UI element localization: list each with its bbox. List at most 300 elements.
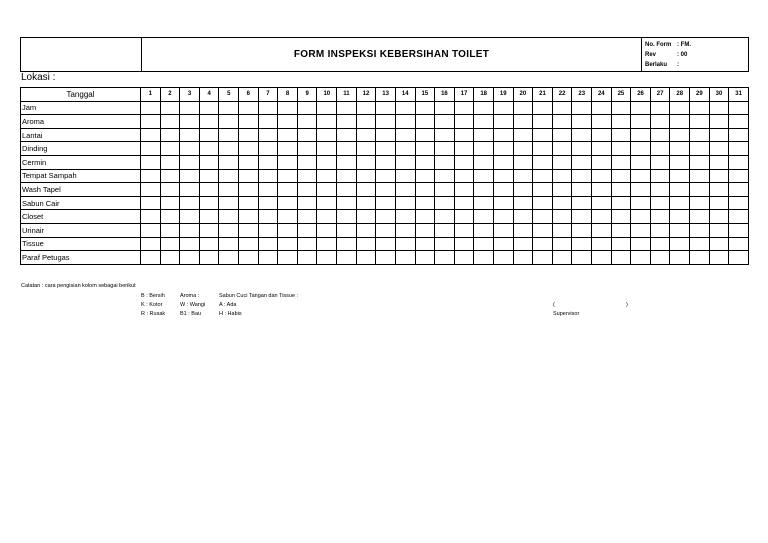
entry-cell[interactable] xyxy=(650,196,670,210)
entry-cell[interactable] xyxy=(650,142,670,156)
entry-cell[interactable] xyxy=(513,196,533,210)
entry-cell[interactable] xyxy=(317,183,337,197)
entry-cell[interactable] xyxy=(258,115,278,129)
entry-cell[interactable] xyxy=(415,237,435,251)
entry-cell[interactable] xyxy=(690,128,710,142)
entry-cell[interactable] xyxy=(239,142,259,156)
entry-cell[interactable] xyxy=(258,237,278,251)
entry-cell[interactable] xyxy=(239,223,259,237)
entry-cell[interactable] xyxy=(278,155,298,169)
entry-cell[interactable] xyxy=(493,155,513,169)
entry-cell[interactable] xyxy=(219,210,239,224)
entry-cell[interactable] xyxy=(592,169,612,183)
entry-cell[interactable] xyxy=(376,142,396,156)
entry-cell[interactable] xyxy=(533,155,553,169)
entry-cell[interactable] xyxy=(258,142,278,156)
entry-cell[interactable] xyxy=(650,237,670,251)
entry-cell[interactable] xyxy=(474,223,494,237)
entry-cell[interactable] xyxy=(278,196,298,210)
entry-cell[interactable] xyxy=(376,169,396,183)
entry-cell[interactable] xyxy=(670,223,690,237)
entry-cell[interactable] xyxy=(670,196,690,210)
entry-cell[interactable] xyxy=(141,101,161,115)
entry-cell[interactable] xyxy=(258,251,278,265)
entry-cell[interactable] xyxy=(552,101,572,115)
entry-cell[interactable] xyxy=(493,223,513,237)
entry-cell[interactable] xyxy=(533,169,553,183)
entry-cell[interactable] xyxy=(533,223,553,237)
entry-cell[interactable] xyxy=(513,237,533,251)
entry-cell[interactable] xyxy=(611,169,631,183)
entry-cell[interactable] xyxy=(650,183,670,197)
entry-cell[interactable] xyxy=(337,142,357,156)
entry-cell[interactable] xyxy=(709,128,729,142)
entry-cell[interactable] xyxy=(239,155,259,169)
entry-cell[interactable] xyxy=(278,251,298,265)
entry-cell[interactable] xyxy=(376,251,396,265)
entry-cell[interactable] xyxy=(160,169,180,183)
entry-cell[interactable] xyxy=(278,210,298,224)
entry-cell[interactable] xyxy=(631,155,651,169)
entry-cell[interactable] xyxy=(454,237,474,251)
entry-cell[interactable] xyxy=(337,169,357,183)
entry-cell[interactable] xyxy=(729,210,749,224)
entry-cell[interactable] xyxy=(650,101,670,115)
entry-cell[interactable] xyxy=(337,101,357,115)
entry-cell[interactable] xyxy=(180,251,200,265)
entry-cell[interactable] xyxy=(690,142,710,156)
entry-cell[interactable] xyxy=(180,115,200,129)
entry-cell[interactable] xyxy=(454,183,474,197)
entry-cell[interactable] xyxy=(493,142,513,156)
entry-cell[interactable] xyxy=(141,128,161,142)
entry-cell[interactable] xyxy=(513,115,533,129)
entry-cell[interactable] xyxy=(337,155,357,169)
entry-cell[interactable] xyxy=(141,142,161,156)
entry-cell[interactable] xyxy=(160,155,180,169)
entry-cell[interactable] xyxy=(533,128,553,142)
entry-cell[interactable] xyxy=(611,237,631,251)
entry-cell[interactable] xyxy=(141,251,161,265)
entry-cell[interactable] xyxy=(454,223,474,237)
entry-cell[interactable] xyxy=(415,155,435,169)
entry-cell[interactable] xyxy=(337,237,357,251)
entry-cell[interactable] xyxy=(199,128,219,142)
entry-cell[interactable] xyxy=(572,237,592,251)
entry-cell[interactable] xyxy=(278,237,298,251)
entry-cell[interactable] xyxy=(141,155,161,169)
entry-cell[interactable] xyxy=(141,223,161,237)
entry-cell[interactable] xyxy=(474,101,494,115)
entry-cell[interactable] xyxy=(631,183,651,197)
entry-cell[interactable] xyxy=(533,142,553,156)
entry-cell[interactable] xyxy=(239,196,259,210)
entry-cell[interactable] xyxy=(356,237,376,251)
entry-cell[interactable] xyxy=(552,196,572,210)
entry-cell[interactable] xyxy=(709,155,729,169)
entry-cell[interactable] xyxy=(729,155,749,169)
entry-cell[interactable] xyxy=(219,183,239,197)
entry-cell[interactable] xyxy=(337,210,357,224)
entry-cell[interactable] xyxy=(239,251,259,265)
entry-cell[interactable] xyxy=(278,128,298,142)
entry-cell[interactable] xyxy=(199,223,219,237)
entry-cell[interactable] xyxy=(395,210,415,224)
entry-cell[interactable] xyxy=(199,210,219,224)
entry-cell[interactable] xyxy=(513,142,533,156)
entry-cell[interactable] xyxy=(239,101,259,115)
entry-cell[interactable] xyxy=(513,223,533,237)
entry-cell[interactable] xyxy=(239,183,259,197)
entry-cell[interactable] xyxy=(297,237,317,251)
entry-cell[interactable] xyxy=(572,169,592,183)
entry-cell[interactable] xyxy=(533,196,553,210)
entry-cell[interactable] xyxy=(690,223,710,237)
entry-cell[interactable] xyxy=(415,128,435,142)
entry-cell[interactable] xyxy=(709,115,729,129)
entry-cell[interactable] xyxy=(415,251,435,265)
entry-cell[interactable] xyxy=(297,155,317,169)
entry-cell[interactable] xyxy=(552,210,572,224)
entry-cell[interactable] xyxy=(729,128,749,142)
entry-cell[interactable] xyxy=(297,223,317,237)
entry-cell[interactable] xyxy=(395,128,415,142)
entry-cell[interactable] xyxy=(376,237,396,251)
entry-cell[interactable] xyxy=(454,251,474,265)
entry-cell[interactable] xyxy=(356,115,376,129)
entry-cell[interactable] xyxy=(729,251,749,265)
entry-cell[interactable] xyxy=(435,128,455,142)
entry-cell[interactable] xyxy=(670,210,690,224)
entry-cell[interactable] xyxy=(317,251,337,265)
entry-cell[interactable] xyxy=(317,155,337,169)
entry-cell[interactable] xyxy=(258,223,278,237)
entry-cell[interactable] xyxy=(395,237,415,251)
entry-cell[interactable] xyxy=(297,169,317,183)
entry-cell[interactable] xyxy=(729,223,749,237)
entry-cell[interactable] xyxy=(631,101,651,115)
entry-cell[interactable] xyxy=(729,101,749,115)
entry-cell[interactable] xyxy=(572,223,592,237)
entry-cell[interactable] xyxy=(219,196,239,210)
entry-cell[interactable] xyxy=(435,237,455,251)
entry-cell[interactable] xyxy=(395,155,415,169)
entry-cell[interactable] xyxy=(709,251,729,265)
entry-cell[interactable] xyxy=(709,142,729,156)
entry-cell[interactable] xyxy=(219,223,239,237)
entry-cell[interactable] xyxy=(415,210,435,224)
entry-cell[interactable] xyxy=(690,210,710,224)
entry-cell[interactable] xyxy=(376,223,396,237)
entry-cell[interactable] xyxy=(297,183,317,197)
entry-cell[interactable] xyxy=(729,183,749,197)
entry-cell[interactable] xyxy=(690,251,710,265)
entry-cell[interactable] xyxy=(493,251,513,265)
entry-cell[interactable] xyxy=(552,251,572,265)
entry-cell[interactable] xyxy=(141,237,161,251)
entry-cell[interactable] xyxy=(454,115,474,129)
entry-cell[interactable] xyxy=(572,196,592,210)
entry-cell[interactable] xyxy=(199,101,219,115)
entry-cell[interactable] xyxy=(435,196,455,210)
entry-cell[interactable] xyxy=(160,210,180,224)
entry-cell[interactable] xyxy=(337,115,357,129)
entry-cell[interactable] xyxy=(474,237,494,251)
entry-cell[interactable] xyxy=(650,251,670,265)
entry-cell[interactable] xyxy=(611,101,631,115)
entry-cell[interactable] xyxy=(474,155,494,169)
entry-cell[interactable] xyxy=(180,169,200,183)
entry-cell[interactable] xyxy=(631,251,651,265)
entry-cell[interactable] xyxy=(670,101,690,115)
entry-cell[interactable] xyxy=(709,183,729,197)
entry-cell[interactable] xyxy=(690,101,710,115)
entry-cell[interactable] xyxy=(435,183,455,197)
entry-cell[interactable] xyxy=(474,251,494,265)
entry-cell[interactable] xyxy=(650,223,670,237)
entry-cell[interactable] xyxy=(474,169,494,183)
entry-cell[interactable] xyxy=(572,183,592,197)
entry-cell[interactable] xyxy=(690,155,710,169)
entry-cell[interactable] xyxy=(278,223,298,237)
entry-cell[interactable] xyxy=(592,223,612,237)
entry-cell[interactable] xyxy=(572,155,592,169)
entry-cell[interactable] xyxy=(454,210,474,224)
entry-cell[interactable] xyxy=(239,237,259,251)
entry-cell[interactable] xyxy=(572,101,592,115)
entry-cell[interactable] xyxy=(611,155,631,169)
entry-cell[interactable] xyxy=(356,183,376,197)
entry-cell[interactable] xyxy=(258,128,278,142)
entry-cell[interactable] xyxy=(278,169,298,183)
entry-cell[interactable] xyxy=(533,183,553,197)
entry-cell[interactable] xyxy=(395,101,415,115)
entry-cell[interactable] xyxy=(199,196,219,210)
entry-cell[interactable] xyxy=(376,128,396,142)
entry-cell[interactable] xyxy=(278,115,298,129)
entry-cell[interactable] xyxy=(297,128,317,142)
entry-cell[interactable] xyxy=(180,101,200,115)
entry-cell[interactable] xyxy=(474,183,494,197)
entry-cell[interactable] xyxy=(199,183,219,197)
entry-cell[interactable] xyxy=(297,115,317,129)
entry-cell[interactable] xyxy=(650,169,670,183)
entry-cell[interactable] xyxy=(592,155,612,169)
entry-cell[interactable] xyxy=(533,101,553,115)
entry-cell[interactable] xyxy=(493,101,513,115)
entry-cell[interactable] xyxy=(611,210,631,224)
entry-cell[interactable] xyxy=(631,115,651,129)
entry-cell[interactable] xyxy=(141,183,161,197)
entry-cell[interactable] xyxy=(415,183,435,197)
entry-cell[interactable] xyxy=(533,210,553,224)
entry-cell[interactable] xyxy=(415,142,435,156)
entry-cell[interactable] xyxy=(415,223,435,237)
entry-cell[interactable] xyxy=(493,196,513,210)
entry-cell[interactable] xyxy=(376,183,396,197)
entry-cell[interactable] xyxy=(395,169,415,183)
entry-cell[interactable] xyxy=(572,251,592,265)
entry-cell[interactable] xyxy=(709,101,729,115)
entry-cell[interactable] xyxy=(611,196,631,210)
entry-cell[interactable] xyxy=(533,251,553,265)
entry-cell[interactable] xyxy=(258,169,278,183)
entry-cell[interactable] xyxy=(219,101,239,115)
entry-cell[interactable] xyxy=(239,115,259,129)
entry-cell[interactable] xyxy=(415,196,435,210)
entry-cell[interactable] xyxy=(141,210,161,224)
entry-cell[interactable] xyxy=(297,210,317,224)
entry-cell[interactable] xyxy=(552,128,572,142)
entry-cell[interactable] xyxy=(513,101,533,115)
entry-cell[interactable] xyxy=(729,196,749,210)
entry-cell[interactable] xyxy=(493,237,513,251)
entry-cell[interactable] xyxy=(180,196,200,210)
entry-cell[interactable] xyxy=(219,155,239,169)
entry-cell[interactable] xyxy=(239,210,259,224)
entry-cell[interactable] xyxy=(141,196,161,210)
entry-cell[interactable] xyxy=(690,196,710,210)
entry-cell[interactable] xyxy=(180,210,200,224)
entry-cell[interactable] xyxy=(356,101,376,115)
entry-cell[interactable] xyxy=(631,142,651,156)
entry-cell[interactable] xyxy=(376,210,396,224)
entry-cell[interactable] xyxy=(533,115,553,129)
entry-cell[interactable] xyxy=(337,223,357,237)
entry-cell[interactable] xyxy=(435,223,455,237)
entry-cell[interactable] xyxy=(199,155,219,169)
entry-cell[interactable] xyxy=(552,237,572,251)
entry-cell[interactable] xyxy=(592,142,612,156)
entry-cell[interactable] xyxy=(592,251,612,265)
entry-cell[interactable] xyxy=(474,210,494,224)
entry-cell[interactable] xyxy=(317,169,337,183)
entry-cell[interactable] xyxy=(611,183,631,197)
entry-cell[interactable] xyxy=(239,169,259,183)
entry-cell[interactable] xyxy=(631,210,651,224)
entry-cell[interactable] xyxy=(435,251,455,265)
entry-cell[interactable] xyxy=(670,183,690,197)
entry-cell[interactable] xyxy=(160,115,180,129)
entry-cell[interactable] xyxy=(160,223,180,237)
entry-cell[interactable] xyxy=(435,210,455,224)
entry-cell[interactable] xyxy=(454,101,474,115)
entry-cell[interactable] xyxy=(356,128,376,142)
entry-cell[interactable] xyxy=(552,183,572,197)
entry-cell[interactable] xyxy=(337,128,357,142)
entry-cell[interactable] xyxy=(297,196,317,210)
entry-cell[interactable] xyxy=(709,237,729,251)
entry-cell[interactable] xyxy=(474,196,494,210)
entry-cell[interactable] xyxy=(454,142,474,156)
entry-cell[interactable] xyxy=(376,115,396,129)
entry-cell[interactable] xyxy=(552,115,572,129)
entry-cell[interactable] xyxy=(709,210,729,224)
entry-cell[interactable] xyxy=(592,128,612,142)
entry-cell[interactable] xyxy=(180,183,200,197)
entry-cell[interactable] xyxy=(454,155,474,169)
entry-cell[interactable] xyxy=(690,169,710,183)
entry-cell[interactable] xyxy=(709,223,729,237)
entry-cell[interactable] xyxy=(454,128,474,142)
entry-cell[interactable] xyxy=(611,251,631,265)
entry-cell[interactable] xyxy=(513,128,533,142)
entry-cell[interactable] xyxy=(258,210,278,224)
entry-cell[interactable] xyxy=(258,196,278,210)
entry-cell[interactable] xyxy=(493,115,513,129)
entry-cell[interactable] xyxy=(435,115,455,129)
entry-cell[interactable] xyxy=(454,169,474,183)
entry-cell[interactable] xyxy=(690,237,710,251)
entry-cell[interactable] xyxy=(317,196,337,210)
entry-cell[interactable] xyxy=(317,142,337,156)
entry-cell[interactable] xyxy=(729,169,749,183)
entry-cell[interactable] xyxy=(317,223,337,237)
entry-cell[interactable] xyxy=(395,142,415,156)
entry-cell[interactable] xyxy=(474,128,494,142)
entry-cell[interactable] xyxy=(670,237,690,251)
entry-cell[interactable] xyxy=(415,115,435,129)
entry-cell[interactable] xyxy=(513,210,533,224)
entry-cell[interactable] xyxy=(650,155,670,169)
entry-cell[interactable] xyxy=(435,169,455,183)
entry-cell[interactable] xyxy=(337,183,357,197)
entry-cell[interactable] xyxy=(356,251,376,265)
entry-cell[interactable] xyxy=(160,183,180,197)
entry-cell[interactable] xyxy=(415,169,435,183)
entry-cell[interactable] xyxy=(592,183,612,197)
entry-cell[interactable] xyxy=(415,101,435,115)
entry-cell[interactable] xyxy=(278,183,298,197)
entry-cell[interactable] xyxy=(278,101,298,115)
entry-cell[interactable] xyxy=(493,183,513,197)
entry-cell[interactable] xyxy=(592,237,612,251)
entry-cell[interactable] xyxy=(513,183,533,197)
entry-cell[interactable] xyxy=(611,223,631,237)
entry-cell[interactable] xyxy=(160,142,180,156)
entry-cell[interactable] xyxy=(611,115,631,129)
entry-cell[interactable] xyxy=(592,115,612,129)
entry-cell[interactable] xyxy=(513,155,533,169)
entry-cell[interactable] xyxy=(219,251,239,265)
entry-cell[interactable] xyxy=(219,142,239,156)
entry-cell[interactable] xyxy=(297,251,317,265)
entry-cell[interactable] xyxy=(297,142,317,156)
entry-cell[interactable] xyxy=(356,223,376,237)
entry-cell[interactable] xyxy=(592,101,612,115)
entry-cell[interactable] xyxy=(631,169,651,183)
entry-cell[interactable] xyxy=(160,128,180,142)
entry-cell[interactable] xyxy=(356,142,376,156)
entry-cell[interactable] xyxy=(592,196,612,210)
entry-cell[interactable] xyxy=(493,128,513,142)
entry-cell[interactable] xyxy=(572,210,592,224)
entry-cell[interactable] xyxy=(376,155,396,169)
entry-cell[interactable] xyxy=(572,115,592,129)
entry-cell[interactable] xyxy=(670,128,690,142)
entry-cell[interactable] xyxy=(141,169,161,183)
entry-cell[interactable] xyxy=(572,142,592,156)
entry-cell[interactable] xyxy=(317,115,337,129)
entry-cell[interactable] xyxy=(356,210,376,224)
entry-cell[interactable] xyxy=(199,169,219,183)
entry-cell[interactable] xyxy=(650,115,670,129)
entry-cell[interactable] xyxy=(180,155,200,169)
entry-cell[interactable] xyxy=(199,115,219,129)
entry-cell[interactable] xyxy=(474,142,494,156)
entry-cell[interactable] xyxy=(395,251,415,265)
entry-cell[interactable] xyxy=(631,128,651,142)
